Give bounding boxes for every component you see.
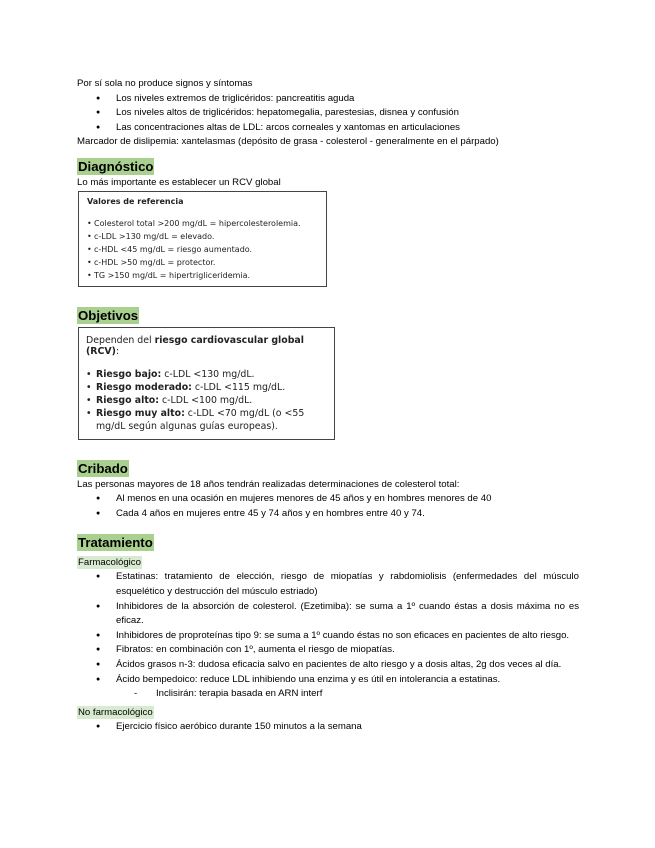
- marker-text: Marcador de dislipemia: xantelasmas (depósito de grasa - colesterol - generalmente en el párpado): [77, 136, 499, 148]
- list-item: ● Las concentraciones altas de LDL: arcos corneales y xantomas en articulaciones: [77, 121, 579, 136]
- box-intro-end: :: [115, 345, 120, 357]
- section-heading-objetivos: Objetivos: [78, 307, 139, 323]
- risk-value: c-LDL <130 mg/dL.: [161, 368, 255, 380]
- farmacologico-list: [77, 570, 579, 701]
- list-item: [86, 381, 334, 394]
- list-item: ● Inhibidores de la absorción de colesterol. (Ezetimiba): se suma a 1º cuando éstas a dosis máxima no es eficaz.: [77, 600, 579, 629]
- no-farmacologico-list: [77, 720, 579, 735]
- list-item: [86, 394, 334, 407]
- reference-values-box: [78, 191, 327, 287]
- cribado-list: [77, 492, 579, 521]
- cribado-text: Las personas mayores de 18 años tendrán realizadas determinaciones de colesterol total:: [77, 478, 460, 490]
- list-item: • c-LDL >130 mg/dL = elevado.: [87, 230, 326, 243]
- objectives-box: [78, 327, 335, 440]
- objectives-list: [79, 357, 334, 434]
- section-heading-tratamiento: Tratamiento: [78, 535, 153, 551]
- box-intro: [79, 328, 334, 357]
- risk-label: Riesgo alto:: [96, 394, 159, 406]
- subheading-no-farmacologico: No farmacológico: [78, 706, 153, 718]
- document-page: [77, 77, 579, 734]
- section-heading-cribado: Cribado: [78, 460, 128, 476]
- list-item: ● Los niveles altos de triglicéridos: hepatomegalia, parestesias, disnea y confusión: [77, 106, 579, 121]
- list-item: ● Inhibidores de proproteínas tipo 9: se suma a 1º cuando éstas no son eficaces en pacientes de alto riesgo.: [77, 629, 579, 644]
- box-intro-bold: riesgo cardiovascular global (RCV): [86, 334, 304, 357]
- symptoms-list: [77, 92, 579, 136]
- box-intro-text: Dependen del: [86, 334, 155, 346]
- list-item: ● Ácido bempedoico: reduce LDL inhibiendo una enzima y es útil en intolerancia a estatinas.: [77, 673, 579, 688]
- risk-value: c-LDL <70 mg/dL (o <55 mg/dL según algunas guías europeas).: [96, 408, 305, 433]
- list-item: ● Fibratos: en combinación con 1º, aumenta el riesgo de miopatías.: [77, 643, 579, 658]
- list-item: ● Ácidos grasos n-3: dudosa eficacia salvo en pacientes de alto riesgo y a dosis altas, 2g dos veces al día.: [77, 658, 579, 673]
- box-title: Valores de referencia: [87, 196, 184, 206]
- list-item: ● Al menos en una ocasión en mujeres menores de 45 años y en hombres menores de 40: [77, 492, 579, 507]
- list-item: ● Estatinas: tratamiento de elección, riesgo de miopatías y rabdomiolisis (enfermedades del músculo esquelético y destrucción del músculo estriado): [77, 570, 579, 599]
- list-item: ● Los niveles extremos de triglicéridos: pancreatitis aguda: [77, 92, 579, 107]
- list-item: [86, 368, 334, 381]
- risk-label: Riesgo bajo:: [96, 368, 162, 380]
- risk-value: c-LDL <100 mg/dL.: [159, 394, 253, 406]
- list-item: • c-HDL <45 mg/dL = riesgo aumentado.: [87, 243, 326, 256]
- risk-label: Riesgo moderado:: [96, 381, 192, 393]
- list-item: [86, 407, 334, 433]
- reference-values-list: [79, 206, 326, 283]
- subheading-farmacologico: Farmacológico: [78, 557, 141, 569]
- diagnostico-text: Lo más importante es establecer un RCV global: [77, 176, 281, 188]
- list-item: ● Cada 4 años en mujeres entre 45 y 74 años y en hombres entre 40 y 74.: [77, 507, 579, 522]
- list-item: ● Ejercicio físico aeróbico durante 150 minutos a la semana: [77, 720, 579, 735]
- list-item: • c-HDL >50 mg/dL = protector.: [87, 256, 326, 269]
- list-item: • TG >150 mg/dL = hipertrigliceridemia.: [87, 269, 326, 282]
- intro-text: Por sí sola no produce signos y síntomas: [77, 78, 253, 89]
- list-item: • Colesterol total >200 mg/dL = hipercolesterolemia.: [87, 217, 326, 230]
- section-heading-diagnostico: Diagnóstico: [78, 158, 154, 174]
- risk-value: c-LDL <115 mg/dL.: [191, 381, 286, 393]
- risk-label: Riesgo muy alto:: [96, 408, 185, 420]
- sub-list-item: - Inclisirán: terapia basada en ARN interf: [77, 687, 579, 702]
